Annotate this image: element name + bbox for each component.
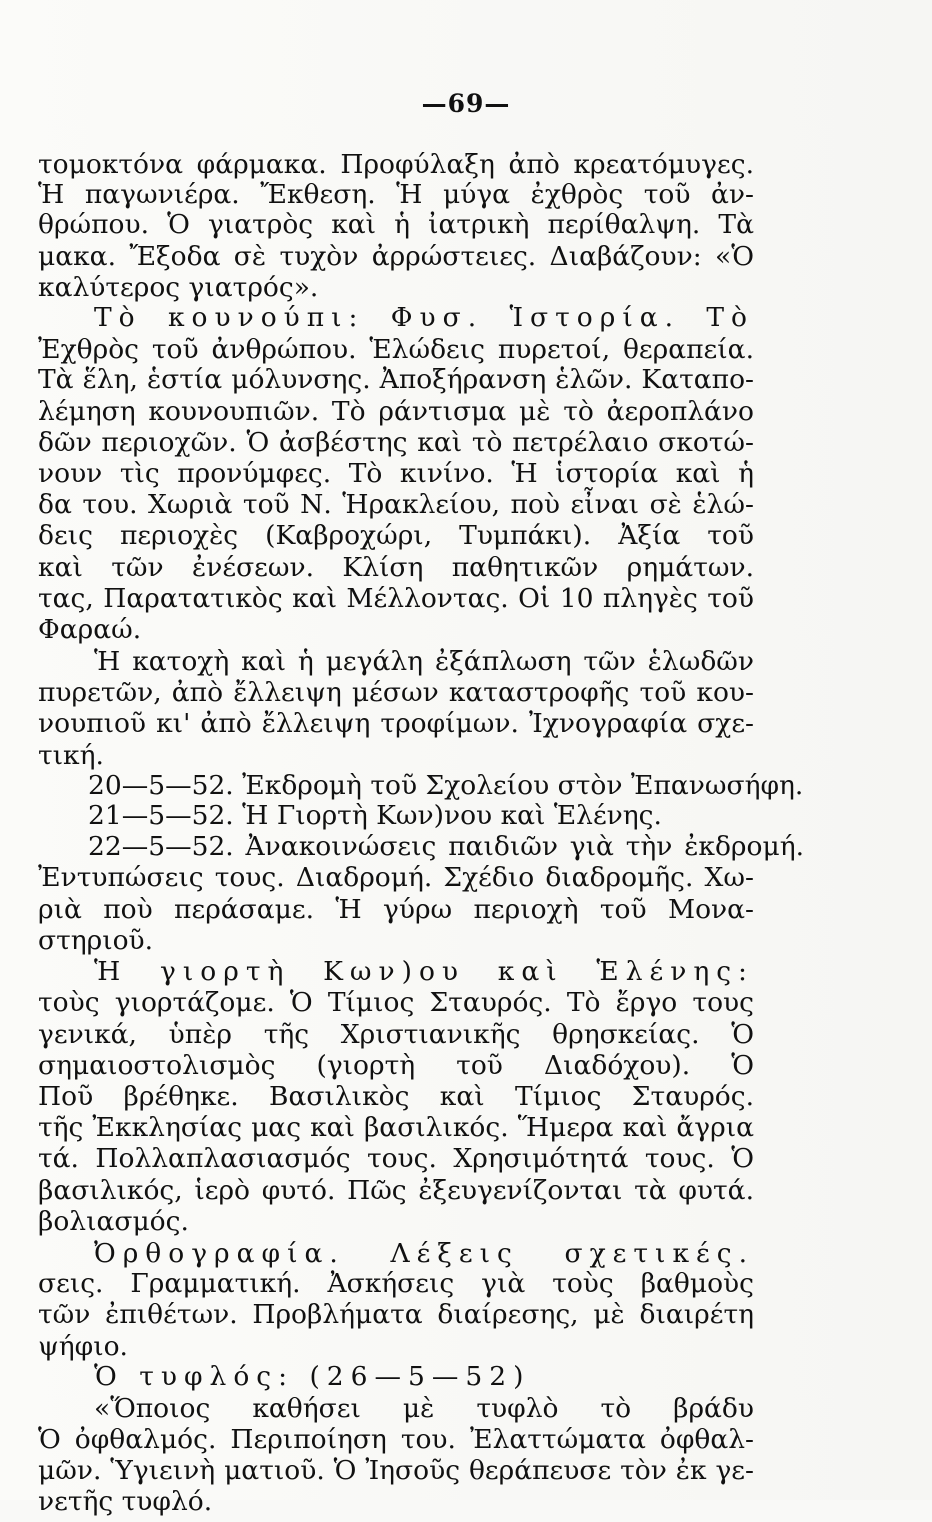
text-line: δεις περιοχὲς (Καβροχώρι, Τυμπάκι). Ἀξία τοῦ <box>38 520 754 551</box>
text-line: μακα. Ἔξοδα σὲ τυχὸν ἀρρώστειες. Διαβάζουν: «Ὁ <box>38 241 754 272</box>
text-line: καλύτερος γιατρός». <box>38 272 319 303</box>
text-line: νουπιοῦ κι' ἀπὸ ἔλλειψη τροφίμων. Ἰχνογραφία σχε- <box>38 708 754 739</box>
text-line: πυρετῶν, ἀπὸ ἔλλειψη μέσων καταστροφῆς τοῦ κου- <box>38 677 754 708</box>
text-line: ψήφιο. <box>38 1331 128 1362</box>
text-line: βολιασμός. <box>38 1206 189 1237</box>
text-line: σεις. Γραμματική. Ἀσκήσεις γιὰ τοὺς βαθμοὺς <box>38 1268 754 1299</box>
text-line: Ὀρθογραφία. Λέξεις σχετικές. <box>94 1238 754 1269</box>
text-line: νετῆς τυφλό. <box>38 1486 213 1517</box>
text-line: Τὰ ἕλη, ἑστία μόλυνσης. Ἀποξήρανση ἑλῶν. Καταπο- <box>38 364 754 395</box>
text-line: δα του. Χωριὰ τοῦ Ν. Ἡρακλείου, ποὺ εἶναι σὲ ἑλώ- <box>38 489 754 520</box>
text-line: «Ὅποιος καθήσει μὲ τυφλὸ τὸ βράδυ <box>94 1393 754 1424</box>
text-line: 21—5—52. Ἡ Γιορτὴ Κων)νου καὶ Ἑλένης. <box>88 800 662 831</box>
text-line: Φαραώ. <box>38 614 142 645</box>
text-line: τομοκτόνα φάρμακα. Προφύλαξη ἀπὸ κρεατόμυγες. <box>38 149 754 180</box>
text-line: Ποῦ βρέθηκε. Βασιλικὸς καὶ Τίμιος Σταυρός. <box>38 1081 754 1112</box>
text-line: Ἐχθρὸς τοῦ ἀνθρώπου. Ἑλώδεις πυρετοί, θεραπεία. <box>38 334 754 365</box>
text-line: σημαιοστολισμὸς (γιορτὴ τοῦ Διαδόχου). Ὁ <box>38 1050 754 1081</box>
text-line: γενικά, ὑπὲρ τῆς Χριστιανικῆς θρησκείας. Ὁ <box>38 1019 754 1050</box>
text-line: βασιλικός, ἱερὸ φυτό. Πῶς ἐξευγενίζονται τὰ φυτά. <box>38 1175 754 1206</box>
text-line: Ἡ γιορτὴ Κων)ου καὶ Ἑλένης: <box>94 956 754 987</box>
text-line: Ὁ ὀφθαλμός. Περιποίηση του. Ἐλαττώματα ὀφθαλ- <box>38 1424 754 1455</box>
text-line: 22—5—52. Ἀνακοινώσεις παιδιῶν γιὰ τὴν ἐκδρομή. <box>88 831 804 862</box>
text-line: τοὺς γιορτάζομε. Ὁ Τίμιος Σταυρός. Τὸ ἔργο τους <box>38 987 754 1018</box>
text-line: καὶ τῶν ἐνέσεων. Κλίση παθητικῶν ρημάτων. <box>38 552 754 583</box>
text-line: Ἡ παγωνιέρα. Ἔκθεση. Ἡ μύγα ἐχθρὸς τοῦ ἀν- <box>38 179 754 210</box>
text-line: Τὸ κουνούπι: Φυσ. Ἱστορία. Τὸ <box>94 302 754 333</box>
text-line: στηριοῦ. <box>38 925 154 956</box>
text-line: Ὁ τυφλός: (26—5—52) <box>94 1361 531 1392</box>
text-line: δῶν περιοχῶν. Ὁ ἀσβέστης καὶ τὸ πετρέλαιο σκοτώ- <box>38 427 754 458</box>
text-line: τική. <box>38 740 104 771</box>
text-line: 20—5—52. Ἐκδρομὴ τοῦ Σχολείου στὸν Ἐπανωσήφη. <box>88 770 804 801</box>
text-line: τά. Πολλαπλασιασμός τους. Χρησιμότητά τους. Ὁ <box>38 1143 754 1174</box>
text-line: νουν τὶς προνύμφες. Τὸ κινίνο. Ἡ ἱστορία καὶ ἡ <box>38 458 754 489</box>
text-line: Ἐντυπώσεις τους. Διαδρομή. Σχέδιο διαδρομῆς. Χω- <box>38 862 754 893</box>
text-line: θρώπου. Ὁ γιατρὸς καὶ ἡ ἰατρικὴ περίθαλψη. Τὰ <box>38 209 754 240</box>
text-line: τας, Παρατατικὸς καὶ Μέλλοντας. Οἱ 10 πληγὲς τοῦ <box>38 583 754 614</box>
text-line: λέμηση κουνουπιῶν. Τὸ ράντισμα μὲ τὸ ἀεροπλάνο <box>38 396 754 427</box>
text-line: τῶν ἐπιθέτων. Προβλήματα διαίρεσης, μὲ διαιρέτη <box>38 1299 754 1330</box>
text-line: τῆς Ἐκκλησίας μας καὶ βασιλικός. Ἥμερα καὶ ἄγρια <box>38 1112 754 1143</box>
text-line: Ἡ κατοχὴ καὶ ἡ μεγάλη ἐξάπλωση τῶν ἑλωδῶν <box>94 646 754 677</box>
text-line: ριὰ ποὺ περάσαμε. Ἡ γύρω περιοχὴ τοῦ Μονα- <box>38 894 754 925</box>
page-number: —69— <box>421 89 511 118</box>
text-line: μῶν. Ὑγιεινὴ ματιοῦ. Ὁ Ἰησοῦς θεράπευσε τὸν ἐκ γε- <box>38 1455 754 1486</box>
